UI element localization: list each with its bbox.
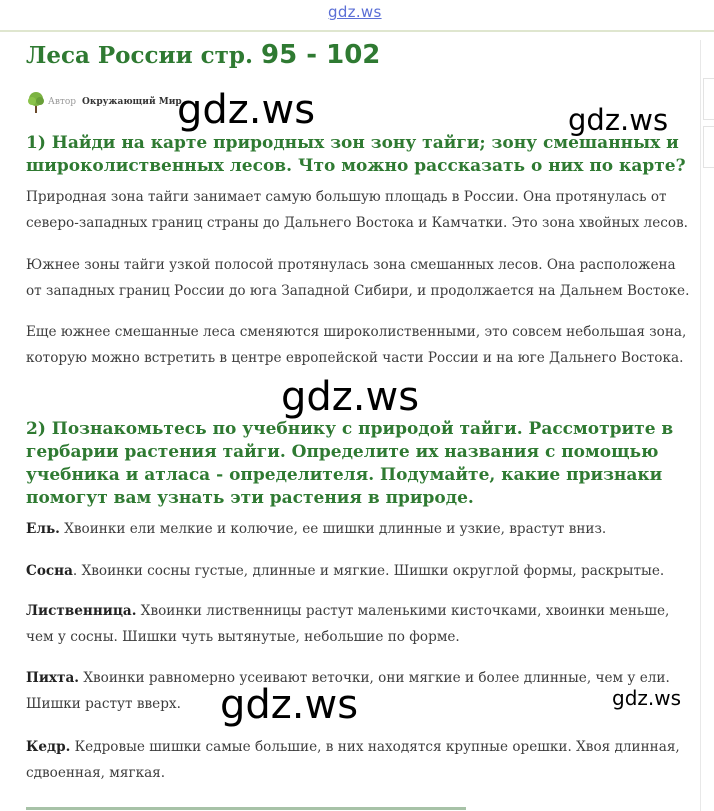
plant-name: Лиственница. (26, 603, 137, 619)
plant-name: Пихта. (26, 670, 79, 686)
answer-paragraph: Еще южнее смешанные леса сменяются широколиственными, это совсем небольшая зона, которую можно встретить в центре европейской части России и на юге Дальнего Востока. (26, 324, 687, 366)
plant-entry-sosna: Сосна. Хвоинки сосны густые, длинные и мягкие. Шишки округлой формы, раскрытые. (26, 563, 665, 579)
header-divider (0, 30, 714, 32)
watermark: gdz.ws (612, 686, 682, 710)
sidebar-widget[interactable] (703, 126, 714, 168)
plant-entry-pikhta: Пихта. Хвоинки равномерно усеивают веточки, они мягкие и более длинные, чем у ели. Шишки растут вверх. (26, 670, 670, 712)
watermark: gdz.ws (220, 682, 359, 728)
question-2-heading: 2) Познакомьтесь по учебнику с природой тайги. Рассмотрите в гербарии растения тайги. Определите их названия с помощью учебника и атласа - определителя. Подумайте, какие признаки помогут вам узнать эти растения в природе. (26, 419, 674, 508)
top-bar (0, 0, 714, 30)
plant-name: Ель. (26, 521, 60, 537)
answer-paragraph: Южнее зоны тайги узкой полосой протянулась зона смешанных лесов. Она расположена от западных границ России до юга Западной Сибири, и продолжается на Дальнем Востоке. (26, 257, 690, 299)
question-1-heading: 1) Найди на карте природных зон зону тайги; зону смешанных и широколиственных лесов. Что можно рассказать о них по карте? (26, 133, 686, 176)
plant-name: Кедр. (26, 739, 71, 755)
watermark: gdz.ws (568, 103, 669, 137)
watermark: gdz.ws (177, 87, 316, 133)
site-logo-link[interactable]: gdz.ws (328, 3, 382, 21)
plant-entry-listvennitsa: Лиственница. Хвоинки лиственницы растут маленькими кисточками, хвоинки меньше, чем у сосны. Шишки чуть вытянутые, небольшие по форме. (26, 603, 670, 645)
plant-entry-el: Ель. Хвоинки ели мелкие и колючие, ее шишки длинные и узкие, врастут вниз. (26, 521, 607, 537)
plant-name: Сосна (26, 563, 73, 579)
tree-icon (26, 91, 46, 113)
page-title: Леса России стр. 95 - 102 (26, 40, 381, 70)
right-sidebar-edge (700, 40, 714, 811)
author-value[interactable]: Окружающий Мир (82, 97, 182, 107)
watermark: gdz.ws (281, 374, 420, 420)
page-range: 95 - 102 (261, 40, 381, 70)
sidebar-widget[interactable] (703, 78, 714, 120)
plant-entry-kedr: Кедр. Кедровые шишки самые большие, в них находятся крупные орешки. Хвоя длинная, сдвоенная, мягкая. (26, 739, 680, 781)
next-heading-cut-off (26, 800, 466, 811)
answer-paragraph: Природная зона тайги занимает самую большую площадь в России. Она протянулась от северо-западных границ страны до Дальнего Востока и Камчатки. Это зона хвойных лесов. (26, 189, 689, 231)
author-label: Автор (48, 97, 77, 107)
